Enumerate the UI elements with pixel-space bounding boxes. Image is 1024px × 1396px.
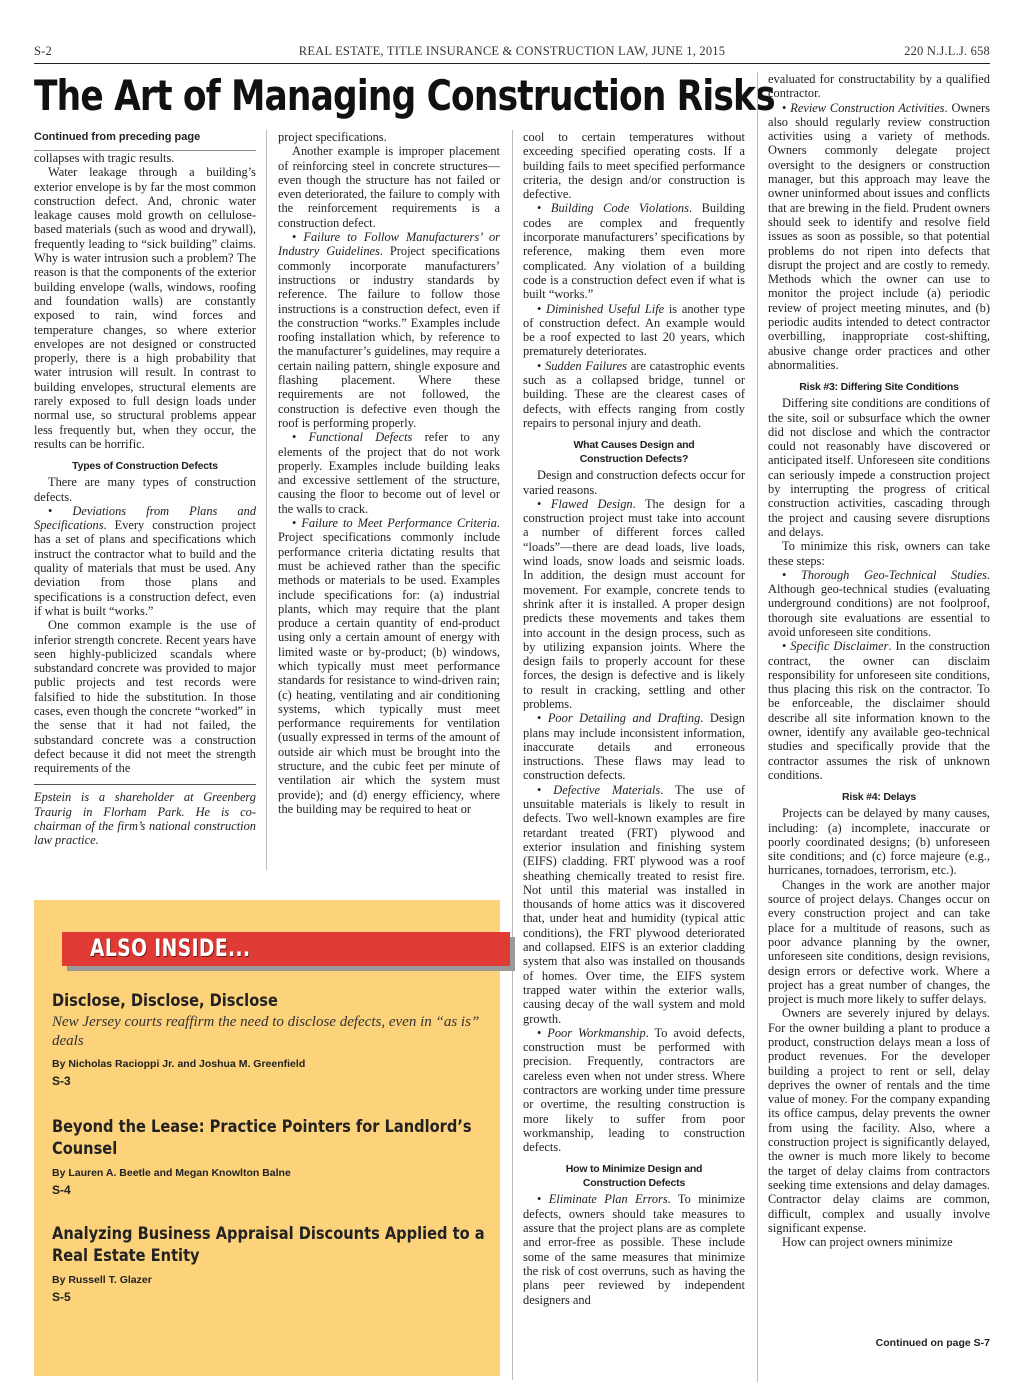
term-emphasis: Poor Workmanship (547, 1025, 646, 1040)
body-text: . The use of unsuitable materials is likely to result in defects. Two well-known examples are fire retardant treated (FRT) plywood and exterior insulation and finishing system (EIFS) cladding. FRT plywood was a roof sheathing chemically treated to resist fire. Not until this material was installed in thousands of home attics was it discovered that, under heat and humidity (typical attic conditions), the FRT plywood deteriorated and collapsed. EIFS is an exterior cladding system that also was installed on thousands of homes. Over time, the EIFS system trapped water within the exterior walls, causing decay of the wall system and mold growth. (523, 782, 745, 1026)
body-paragraph: • Poor Workmanship. To avoid defects, construction must be performed with precision. Frequently, contractors are careless even when not under stress. Where contractors are working under time pressure or overtime, the resulting construction is more likely to suffer from poor workmanship, leading to construction defects. (523, 1025, 745, 1155)
body-paragraph: • Building Code Violations. Building codes are complex and frequently incorporate manufacturers’ specifications by reference, making them even more complicated. Any violation of a building code is a construction defect even if what is built “works.” (523, 201, 745, 302)
body-text: . Owners also should regularly review construction activities using a variety of methods. Owners commonly delegate project oversight to the designers or construction manager, but this approach may leave the owner uninformed about issues and conflicts that are brewing in the field. Prudent owners should seek to identify and resolve field issues as soon as possible, so that potential problems do not ripen into defects that disrupt the project and are costly to remedy. Methods which the owner can use to monitor the project include (a) periodic review of project meeting minutes, and (b) periodic audits intended to detect contractor overbilling, inappropriate cost-shifting, abusive change order practices and other abnormalities. (768, 100, 990, 372)
subhead-line: What Causes Design and (573, 439, 695, 452)
body-paragraph: Water leakage through a building’s exterior envelope is by far the most common construction defect. And, chronic water leakage causes mold growth on cellulose-based materials (such as wood and drywall), frequently leading to “sick building” claims. Why is water intrusion such a problem? The reason is that the components of the exterior building envelope (walls, windows, roofing and foundation walls) are constantly exposed to rain, wind forces and temperature changes, so where exterior envelopes are not designed or constructed properly, there is a high probability that water intrusion will result. In contrast to building envelopes, structural elements are rarely exposed to full design loads under normal use, so structural problems appear less frequently but, when they occur, the results can be horrific. (34, 165, 256, 451)
inside-item-dek: New Jersey courts reaffirm the need to disclose defects, even in “as is” deals (52, 1014, 480, 1049)
inside-item[interactable] (52, 1223, 492, 1305)
body-paragraph: • Thorough Geo-Technical Studies. Although geo-technical studies (evaluating underground conditions) are not foolproof, thorough site evaluations are essential to avoid unforeseen site conditions. (768, 567, 990, 639)
continued-from-label: Continued from preceding page (34, 130, 256, 151)
column-divider (512, 130, 513, 1380)
body-text: . The design for a construction project must take into account a number of different forces called “loads”—there are dead loads, live loads, wind loads, snow loads and seismic loads. In addition, the design must account for movement. For example, concrete tends to shrink after it is installed. A proper design predicts these movements and takes them into account in the design process, such as by utilizing expansion joints. Where the design fails to properly account for these forces, the design is defective and is likely to result in cracking, settling and other problems. (523, 496, 745, 711)
banner-label: ALSO INSIDE... (90, 934, 251, 962)
running-head (34, 44, 990, 62)
term-emphasis: Thorough Geo-Technical Studies (800, 567, 987, 582)
body-text: . To avoid defects, construction must be performed with precision. Frequently, contractors are careless even when not under stress. Where contractors are working under time pressure or overtime, the resulting construction is more likely to suffer from poor workmanship, leading to construction defects. (523, 1025, 745, 1155)
body-paragraph: • Functional Defects refer to any elements of the project that do not work properly. Examples include building leaks and excessive settlement of the structure, causing the floor to become out of level or the walls to crack. (278, 430, 500, 516)
inside-item-byline: By Nicholas Racioppi Jr. and Joshua M. Greenfield (52, 1058, 306, 1070)
inside-item[interactable] (52, 1116, 492, 1198)
body-text: . Design plans may include inconsistent information, inaccurate details and erroneous instructions. These flaws may lead to construction defects. (523, 711, 745, 783)
body-paragraph: • Sudden Failures are catastrophic events such as a collapsed bridge, tunnel or building. These are the clearest cases of defects, with effects ranging from costly repairs to personal injury and death. (523, 358, 745, 430)
body-paragraph: project specifications. (278, 130, 387, 144)
publication-line: REAL ESTATE, TITLE INSURANCE & CONSTRUCTION LAW, JUNE 1, 2015 (298, 44, 726, 58)
article-headline: The Art of Managing Construction Risks (34, 71, 775, 120)
body-text: . Every construction project has a set of plans and specifications which instruct the contractor what to build and the quality of materials that must be used. Any deviation from those plans and specifications is a construction defect, even if what is built “works.” (34, 518, 256, 618)
inside-item-page: S-4 (52, 1183, 71, 1197)
inside-item-page: S-5 (52, 1290, 71, 1304)
body-paragraph: • Flawed Design. The design for a construction project must take into account a number of different forces called “loads”—there are dead loads, live loads, wind loads, snow loads and seismic loads. In addition, the design must account for movement. For example, concrete tends to shrink after it is installed. A proper design predicts these movements and takes them into account in the design process, such as by utilizing expansion joints. Where the design fails to properly account for these forces, the design is defective and is likely to result in cracking, settling and other problems. (523, 496, 745, 711)
body-paragraph: • Failure to Follow Manufacturers’ or Industry Guidelines. Project specifications commonly incorporate manufacturers’ instructions or industry standards by reference. The failure to follow those instructions is a construction defect, even if the construction “works.” Examples include roofing installation which, by reference to the manufacturer’s guidelines, may require a certain nailing pattern, shingle exposure and flashing placement. Where these requirements are not followed, the construction is defective even though the roof is performing properly. (278, 230, 500, 430)
body-paragraph: • Defective Materials. The use of unsuitable materials is likely to result in defects. Two well-known examples are fire retardant treated (FRT) plywood and exterior insulation and finishing system (EIFS) cladding. FRT plywood was a roof sheathing chemically treated to resist fire. Not until this material was installed in thousands of home attics was it discovered that, under heat and humidity (typical attic conditions), the FRT plywood deteriorated and collapsed. EIFS is an exterior cladding system that also was installed on thousands of homes. Over time, the EIFS system trapped water within the exterior walls, causing decay of the wall system and mold growth. (523, 782, 745, 1026)
inside-item-title: Disclose, Disclose, Disclose (52, 991, 278, 1011)
body-paragraph: Projects can be delayed by many causes, including: (a) incomplete, inaccurate or poorly coordinated designs; (b) unforeseen site conditions; and (c) force majeure (e.g., hurricanes, tornadoes, terrorism, etc.). (768, 806, 990, 878)
subhead-line: How to Minimize Design and (565, 1163, 703, 1176)
continued-on-link[interactable]: Continued on page S-7 (875, 1337, 990, 1349)
inside-item-byline: By Russell T. Glazer (52, 1274, 152, 1286)
body-paragraph: • Failure to Meet Performance Criteria. Project specifications commonly include performance criteria dictating results that must be achieved rather than the specific methods or materials to be used. Examples include specifications for: (a) industrial plants, which may require that the plant produce a certain quantity of end-product using only a certain amount of energy with limited waste or by-product; (b) windows, which typically must meet performance standards for resistance to wind-driven rain; (c) heating, ventilating and air conditioning systems, which typically must meet performance requirements for ventilation (usually expressed in terms of the amount of outside air which must be brought into the structure, and the cubic feet per minute of ventilation air which the system must provide); and (d) energy efficiency, where the building may be required to heat or (278, 516, 500, 816)
author-note: Epstein is a shareholder at Greenberg Traurig in Florham Park. He is co-chairman of the firm’s national construction law practice. (34, 790, 256, 848)
body-text: are catastrophic events such as a collapsed bridge, tunnel or building. These are the clearest cases of defects, with effects ranging from costly repairs to personal injury and death. (523, 358, 745, 430)
column-divider (757, 72, 758, 1382)
body-paragraph: • Eliminate Plan Errors. To minimize defects, owners should take measures to assure that the project plans are as complete and error-free as possible. These include some of the same measures that minimize the risk of cost overruns, such as having the plans peer reviewed by independent designers and (523, 1192, 745, 1307)
section-subhead: Risk #3: Differing Site Conditions (799, 381, 959, 394)
section-subhead (523, 438, 745, 466)
body-paragraph: Changes in the work are another major source of project delays. Changes occur on every construction project and can take place for a multitude of reasons, such as poor advance planning by the owner, unforeseen site conditions, design revisions, design errors or defective work. Where a project has a great number of changes, the project is much more likely to suffer delays. (768, 877, 990, 1007)
author-note-rule (34, 784, 256, 785)
inside-item-byline: By Lauren A. Beetle and Megan Knowlton Balne (52, 1167, 291, 1179)
inside-item[interactable] (52, 990, 492, 1089)
term-emphasis: Specific Disclaimer (790, 639, 889, 654)
body-paragraph: cool to certain temperatures without exceeding specified operating costs. If a building fails to meet specified performance criteria, the design and/or construction is defective. (523, 130, 745, 202)
column-2 (278, 130, 500, 836)
body-text: refer to any elements of the project that do not work properly. Examples include building leaks and excessive settlement of the structure, causing the floor to become out of level or the walls to crack. (278, 430, 500, 516)
page-number: S-2 (34, 44, 52, 58)
term-emphasis: Eliminate Plan Errors (548, 1192, 668, 1207)
body-paragraph: Design and construction defects occur for varied reasons. (523, 468, 745, 497)
body-text: . To minimize defects, owners should take measures to assure that the project plans are as complete and error-free as possible. These include some of the same measures that minimize the risk of cost overruns, such as having the plans peer reviewed by independent designers and (523, 1192, 745, 1307)
term-emphasis: Diminished Useful Life (546, 301, 665, 316)
term-emphasis: Deviations from Plans and Specifications (34, 503, 256, 533)
body-paragraph: Owners are severely injured by delays. For the owner building a plant to produce a product, construction delays mean a loss of product revenues. For the developer building a project to rent or sell, delay deprives the owner of rentals and the time value of money. For the company expanding its office campus, delay prevents the owner from using the facility. Also, where a construction project is significantly delayed, the owner is much more likely to become the target of delay claims from contractors seeking time extensions and delay damages. Contractor delay claims are common, difficult, complex and usually involve significant expense. (768, 1006, 990, 1235)
body-paragraph: Differing site conditions are conditions of the site, soil or subsurface which the owner did not disclose and which the contractor could not reasonably have discovered or anticipated itself. Unforeseen site conditions can seriously impede a construction project by interrupting the progress of critical construction activities, cascading through the project and causing severe disruptions and delays. (768, 396, 990, 539)
body-paragraph: • Review Construction Activities. Owners also should regularly review construction activities using a variety of methods. Owners commonly delegate project oversight to the designers or construction manager, but this approach may leave the owner uninformed about issues and conflicts that are brewing in the field. Prudent owners should seek to identify and resolve field issues as soon as possible, so that potential problems do not ripen into defects that disrupt the project and are costly to remedy. Methods which the owner can use to monitor the project include (a) periodic review of project meeting minutes, and (b) periodic audits intended to detect contractor overbilling, inappropriate cost-shifting, abusive change order practices and other abnormalities. (768, 100, 990, 372)
column-3 (523, 130, 745, 1382)
subhead-line: Construction Defects (582, 1177, 686, 1190)
term-emphasis: Sudden Failures (545, 358, 627, 373)
term-emphasis: Flawed Design (550, 496, 633, 511)
inside-item-page: S-3 (52, 1074, 71, 1088)
subhead-line: Construction Defects? (579, 453, 689, 466)
body-paragraph: • Diminished Useful Life is another type of construction defect. An example would be a roof expected to last 20 years, which prematurely deteriorates. (523, 301, 745, 359)
term-emphasis: Review Construction Activities (790, 100, 945, 115)
body-text: . Project specifications commonly include performance criteria dictating results that must be achieved rather than the specific methods or materials to be used. Examples include specifications for: (a) industrial plants, which may require that the plant produce a certain quantity of end-product using only a certain amount of energy with limited waste or by-product; (b) windows, which typically must meet performance standards for resistance to wind-driven rain; (c) heating, ventilating and air conditioning systems, which typically must meet performance requirements for ventilation (usually expressed in terms of the amount of outside air which must be brought into the structure, and the cubic feet per minute of ventilation air which the system must provide); and (d) energy efficiency, where the building may be required to heat or (278, 516, 500, 816)
section-subhead: Types of Construction Defects (72, 460, 218, 473)
body-text: is another type of construction defect. An example would be a roof expected to last 20 years, which prematurely deteriorates. (523, 301, 745, 359)
citation: 220 N.J.L.J. 658 (904, 44, 990, 58)
column-1 (34, 130, 256, 870)
body-paragraph: Another example is improper placement of reinforcing steel in concrete structures—even though the structure has not failed or even deteriorated, the failure to comply with the reinforcement requirements is a construction defect. (278, 144, 500, 230)
column-4 (768, 72, 990, 1334)
body-paragraph: • Specific Disclaimer. In the construction contract, the owner can disclaim responsibility for unforeseen site conditions, thus placing this risk on the contractor. To be enforceable, the disclaimer should describe all site information known to the owner, identify any available geo-technical studies and specifically provide that the contractor assumes the risk of unknown conditions. (768, 639, 990, 782)
body-paragraph: collapses with tragic results. (34, 151, 175, 165)
body-paragraph: One common example is the use of inferior strength concrete. Recent years have seen highly-publicized scandals where substandard concrete was provided to major public projects and test records were falsified to hide the substitution. In those cases, even though the concrete “worked” in the sense that it had not failed, the substandard concrete was a construction defect because it did not meet the strength requirements of the (34, 618, 256, 776)
term-emphasis: Defective Materials (553, 782, 661, 797)
body-paragraph: evaluated for constructability by a qualified contractor. (768, 72, 990, 101)
body-text: . Building codes are complex and frequently incorporate manufacturers’ specifications by reference, making them even more complicated. Any violation of a building code is a construction defect even if what is built “works.” (523, 201, 745, 302)
column-divider (266, 130, 267, 870)
also-inside-box (34, 900, 500, 1376)
body-text: . Project specifications commonly incorporate manufacturers’ instructions or industry standards by reference. The failure to follow those instructions is a construction defect, even if the construction “works.” Examples include roofing installation which, by reference to the manufacturer’s guidelines, may require a certain nailing pattern, shingle exposure and flashing placement. Where these requirements are not followed, the construction is defective even though the roof is performing properly. (278, 244, 500, 430)
term-emphasis: Poor Detailing and Drafting (547, 711, 701, 726)
body-paragraph: • Deviations from Plans and Specifications. Every construction project has a set of plans and specifications which instruct the contractor what to build and the quality of materials that must be used. Any deviation from those plans and specifications is a construction defect, even if what is built “works.” (34, 503, 256, 618)
section-subhead: Risk #4: Delays (841, 791, 917, 804)
section-subhead (523, 1162, 745, 1190)
body-paragraph: To minimize this risk, owners can take these steps: (768, 539, 990, 568)
body-paragraph: There are many types of construction defects. (34, 475, 256, 504)
inside-item-title: Beyond the Lease: Practice Pointers for Landlord’s Counsel (52, 1117, 472, 1159)
body-paragraph: • Poor Detailing and Drafting. Design plans may include inconsistent information, inaccurate details and erroneous instructions. These flaws may lead to construction defects. (523, 711, 745, 783)
inside-item-title: Analyzing Business Appraisal Discounts Applied to a Real Estate Entity (52, 1224, 485, 1266)
term-emphasis: Building Code Violations (550, 201, 689, 216)
body-paragraph: How can project owners minimize (782, 1235, 953, 1250)
term-emphasis: Functional Defects (308, 430, 413, 445)
term-emphasis: Failure to Meet Performance Criteria (301, 516, 497, 531)
term-emphasis: Failure to Follow Manufacturers’ or Industry Guidelines (278, 230, 500, 259)
body-text: . Although geo-technical studies (evaluating underground conditions) are not foolproof, thorough site evaluations are essential to avoid unforeseen site conditions. (768, 567, 990, 639)
also-inside-banner (62, 932, 510, 966)
body-text: . In the construction contract, the owner can disclaim responsibility for unforeseen site conditions, thus placing this risk on the contractor. To be enforceable, the disclaimer should describe all site information known to the owner, identify any available geo-technical studies and specifically provide that the contractor assumes the risk of unknown conditions. (768, 639, 990, 782)
header-rule (34, 63, 990, 64)
